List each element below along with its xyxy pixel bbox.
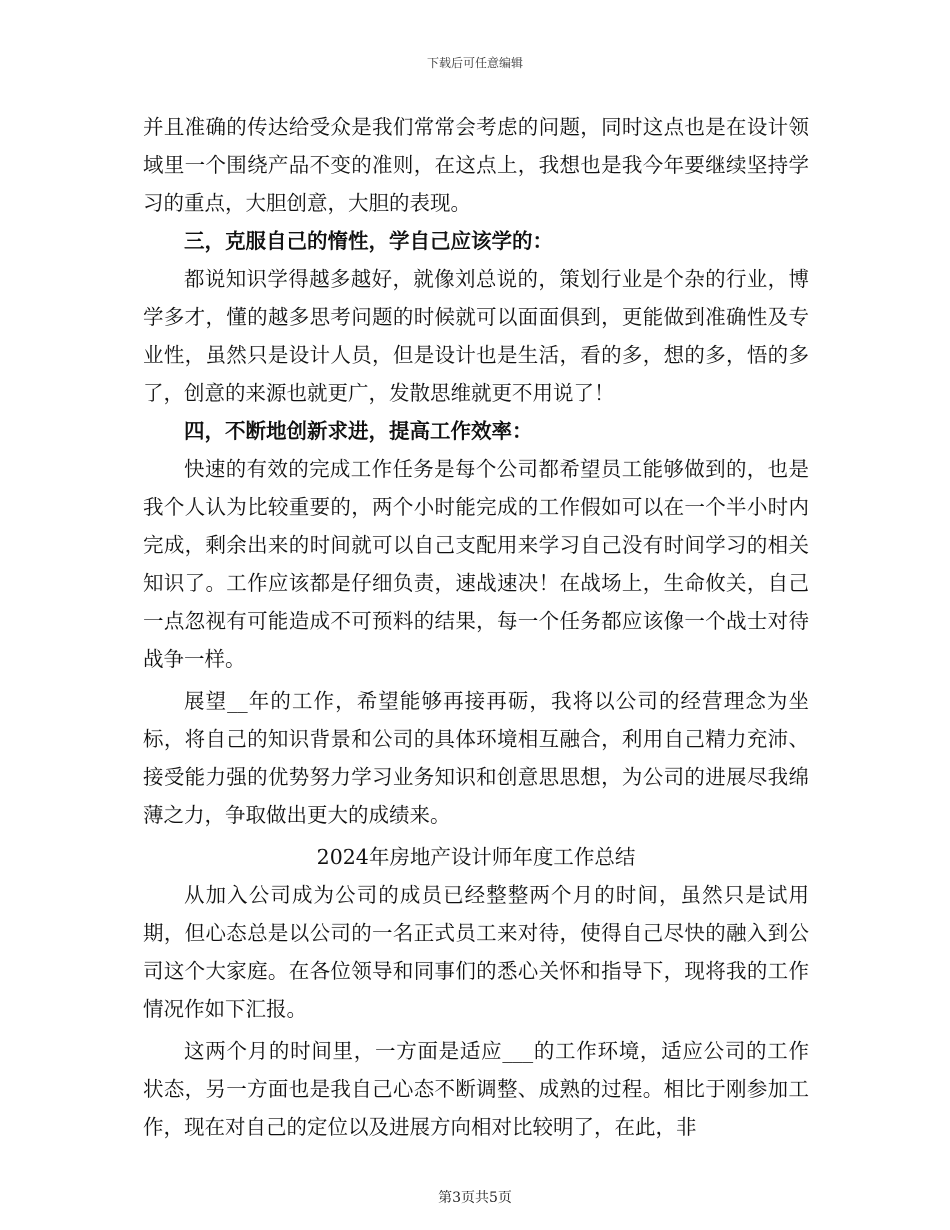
body-paragraph: 并且准确的传达给受众是我们常常会考虑的问题，同时这点也是在设计领域里一个围绕产品不变的准则，在这点上，我想也是我今年要继续坚持学习的重点，大胆创意，大胆的表现。: [143, 115, 809, 215]
body-paragraph: 快速的有效的完成工作任务是每个公司都希望员工能够做到的，也是我个人认为比较重要的，两个小时能完成的工作假如可以在一个半小时内完成，剩余出来的时间就可以自己支配用来学习自己没有时间学习的相关知识了。工作应该都是仔细负责，速战速决！在战场上，生命攸关，自己一点忽视有可能造成不可预料的结果，每一个任务都应该像一个战士对待战争一样。: [143, 457, 809, 671]
body-paragraph: 都说知识学得越多越好，就像刘总说的，策划行业是个杂的行业，博学多才，懂的越多思考问题的时候就可以面面俱到，更能做到准确性及专业性，虽然只是设计人员，但是设计也是生活，看的多，想的多，悟的多了，创意的来源也就更广，发散思维就更不用说了！: [143, 267, 809, 405]
page-footer: 第3页共5页: [438, 1190, 512, 1206]
page-header: 下载后可任意编辑: [426, 56, 523, 70]
body-paragraph: 从加入公司成为公司的成员已经整整两个月的时间，虽然只是试用期，但心态总是以公司的一名正式员工来对待，使得自己尽快的融入到公司这个大家庭。在各位领导和同事们的悉心关怀和指导下，现将我的工作情况作如下汇报。: [143, 883, 809, 1021]
document-body: [143, 108, 809, 1146]
document-title: 2024年房地产设计师年度工作总结: [316, 845, 636, 869]
section-heading: 四，不断地创新求进，提高工作效率：: [184, 419, 533, 443]
body-paragraph: 这两个月的时间里，一方面是适应___的工作环境，适应公司的工作状态，另一方面也是我自己心态不断调整、成熟的过程。相比于刚参加工作，现在对自己的定位以及进展方向相对比较明了，在此，非: [143, 1039, 809, 1139]
section-heading: 三，克服自己的惰性，学自己应该学的：: [184, 229, 553, 253]
body-paragraph: 展望__年的工作，希望能够再接再砺，我将以公司的经营理念为坐标，将自己的知识背景和公司的具体环境相互融合，利用自己精力充沛、接受能力强的优势努力学习业务知识和创意思思想，为公司的进展尽我绵薄之力，争取做出更大的成绩来。: [143, 689, 809, 827]
